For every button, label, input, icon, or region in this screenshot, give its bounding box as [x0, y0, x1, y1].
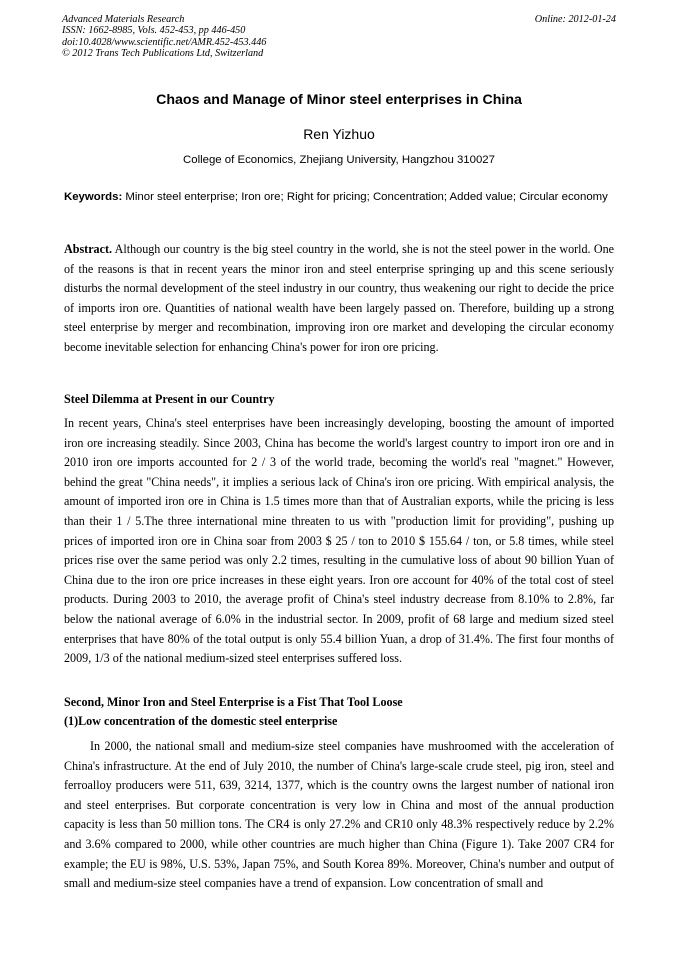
- author-affiliation: College of Economics, Zhejiang University, Hangzhou 310027: [183, 154, 495, 166]
- abstract-block: [64, 240, 614, 358]
- section-heading-minor-enterprise: Second, Minor Iron and Steel Enterprise is a Fist That Tool Loose: [64, 695, 403, 709]
- abstract-text: Although our country is the big steel country in the world, she is not the steel power in the world. One of the reasons is that in recent years the minor iron and steel enterprise springing up and this scene seriously disturbs the normal development of the steel industry in our country, thus weakening our right to decide the price of imports iron ore. Quantities of national wealth have been largely passed on. Therefore, building up a strong steel enterprise by merger and recombination, improving iron ore market and developing the circular economy become inevitable selection for enhancing China's power for iron ore pricing.: [64, 242, 614, 354]
- issn-line: ISSN: 1662-8985, Vols. 452-453, pp 446-450: [62, 25, 246, 37]
- paper-author: Ren Yizhuo: [303, 126, 375, 142]
- keywords-label: Keywords:: [64, 191, 123, 203]
- subsection-heading-low-concentration: (1)Low concentration of the domestic steel enterprise: [64, 714, 338, 728]
- section-paragraph-steel-dilemma: In recent years, China's steel enterprises have been increasingly developing, boosting the amount of imported iron ore increasing steadily. Since 2003, China has become the world's largest country to import iron ore and in 2010 iron ore imports accounted for 2 / 3 of the world trade, becoming the world's real "magnet." However, behind the great "China needs", it implies a serious lack of China's iron ore pricing. With empirical analysis, the amount of imported iron ore in China is 1.5 times more than that of Australian exports, while the pricing is less than their 1 / 5.The three international mine threaten to us with "production limit for providing", pushing up prices of imported iron ore in China soar from 2003 $ 25 / ton to 2010 $ 155.64 / ton, or 5.8 times, while steel prices rise over the same period was only 2.2 times, resulting in the cumulative loss of about 90 billion Yuan of China due to the iron ore price increases in these eight years. Iron ore account for 40% of the total cost of steel products. During 2003 to 2010, the average profit of China's steel industry decrease from 8.10% to 2.8%, far below the national average of 6.0% in the industrial sector. In 2009, profit of 68 large and medium sized steel enterprises that have 80% of the total output is only 55.4 billion Yuan, a drop of 31.4%. The first four months of 2009, 1/3 of the national medium-sized steel enterprises suffered loss.: [64, 416, 614, 666]
- section-heading-steel-dilemma: Steel Dilemma at Present in our Country: [64, 392, 275, 406]
- keywords-block: [64, 188, 616, 206]
- online-date: Online: 2012-01-24: [534, 14, 616, 25]
- abstract-label: Abstract.: [64, 242, 113, 256]
- journal-name: Advanced Materials Research: [62, 14, 185, 25]
- journal-header: [62, 14, 616, 60]
- doi-line: doi:10.4028/www.scientific.net/AMR.452-453.446: [62, 36, 267, 48]
- copyright-line: © 2012 Trans Tech Publications Ltd, Switzerland: [62, 48, 264, 60]
- paper-title: Chaos and Manage of Minor steel enterprises in China: [156, 92, 522, 108]
- keywords-text: Minor steel enterprise; Iron ore; Right for pricing; Concentration; Added value; Circular economy: [125, 191, 608, 203]
- subsection-paragraph-low-concentration: In 2000, the national small and medium-size steel companies have mushroomed with the acceleration of China's infrastructure. At the end of July 2010, the number of China's large-scale crude steel, pig iron, steel and ferroalloy producers were 511, 639, 3214, 1377, which is the country owns the largest number of national iron and steel enterprises. But corporate concentration is very low in China and most of the annual production capacity is less than 50 million tons. The CR4 is only 27.2% and CR10 only 48.3% respectively reduce by 2.2% and 3.6% compared to 2000, while other countries are much higher than China (Figure 1). Take 2007 CR4 for example; the EU is 98%, U.S. 53%, Japan 75%, and South Korea 89%. Moreover, China's number and output of small and medium-size steel companies have a trend of expansion. Low concentration of small and: [64, 739, 614, 891]
